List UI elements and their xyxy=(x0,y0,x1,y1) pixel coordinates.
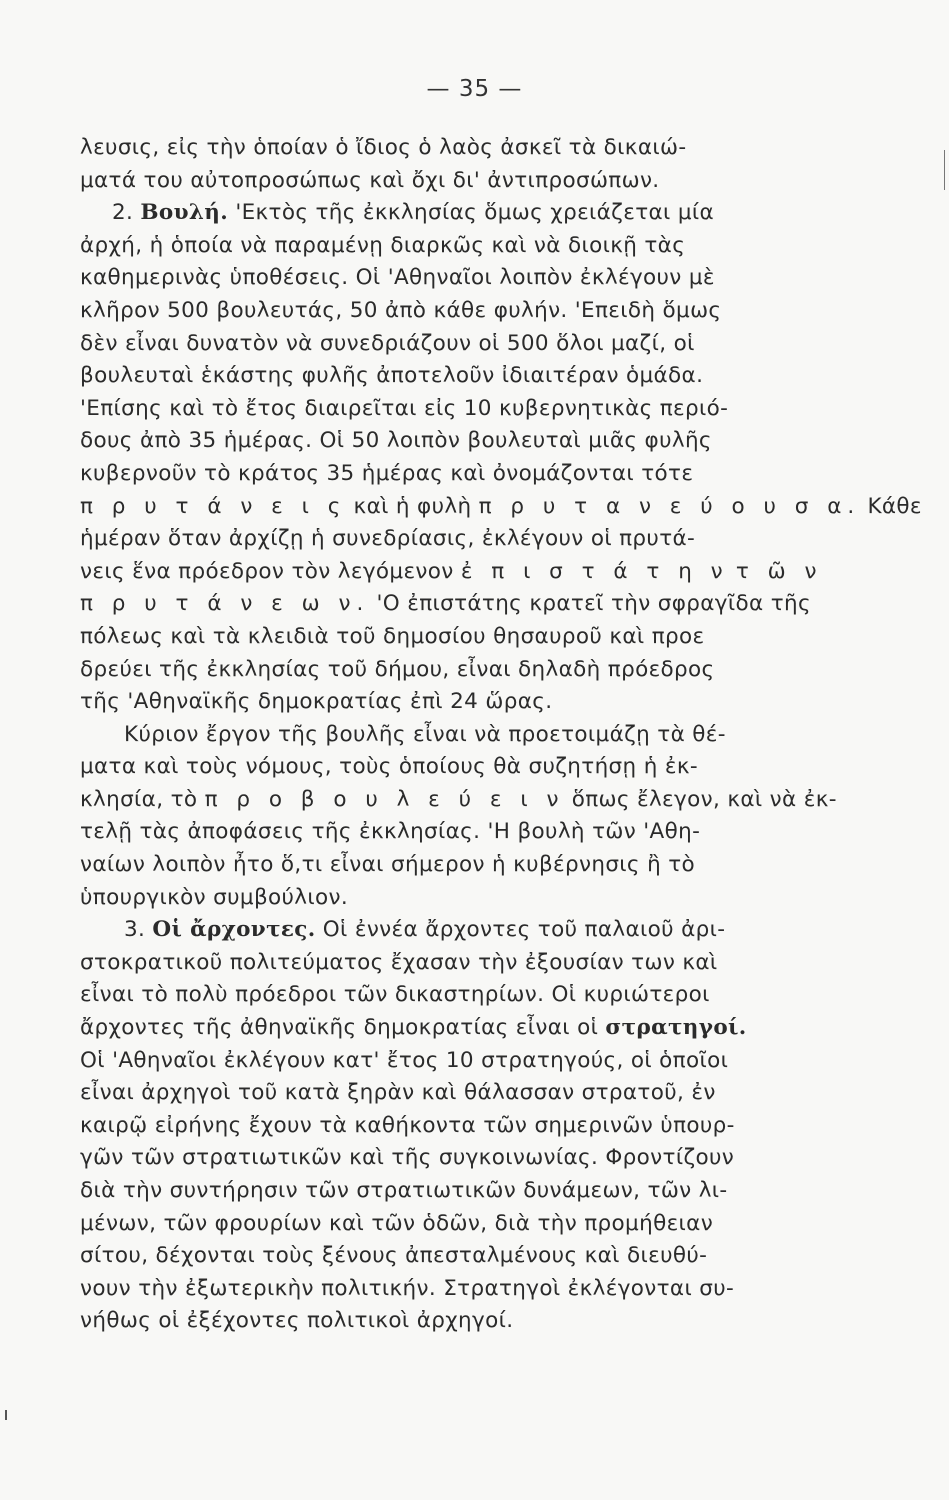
text-line-31: καιρῷ εἰρήνης ἔχουν τὰ καθήκοντα τῶν σημερινῶν ὑπουρ- xyxy=(80,1112,735,1138)
text-line-15-end: 'Ο ἐπιστάτης κρατεῖ τὴν σφραγῖδα τῆς xyxy=(376,591,811,617)
text-line-6: κλῆρον 500 βουλευτάς, 50 ἀπὸ κάθε φυλήν. 'Επειδὴ ὅμως xyxy=(80,297,722,323)
text-line-17: δρεύει τῆς ἐκκλησίας τοῦ δήμου, εἶναι δηλαδὴ πρόεδρος xyxy=(80,656,715,682)
text-line-29: Οἱ 'Αθηναῖοι ἐκλέγουν κατ' ἔτος 10 στρατηγούς, οἱ ὁποῖοι xyxy=(80,1047,729,1073)
section-3-heading: Οἱ ἄρχοντες. xyxy=(152,917,316,943)
text-line-23: ναίων λοιπὸν ἦτο ὅ,τι εἶναι σήμερον ἡ κυβέρνησις ἢ τὸ xyxy=(80,852,696,878)
text-line-4: ἀρχή, ἡ ὁποία νὰ παραμένῃ διαρκῶς καὶ νὰ διοικῇ τὰς xyxy=(80,232,686,258)
text-line-21 xyxy=(80,784,840,817)
text-line-28-start: ἄρχοντες τῆς ἀθηναϊκῆς δημοκρατίας εἶναι οἱ xyxy=(80,1015,599,1041)
text-line-30: εἶναι ἀρχηγοὶ τοῦ κατὰ ξηρὰν καὶ θάλασσαν στρατοῦ, ἐν xyxy=(80,1080,716,1106)
text-line-2: ματά του αὐτοπροσώπως καὶ ὄχι δι' ἀντιπροσώπων. xyxy=(80,167,660,193)
text-line-12-middle: καὶ ἡ φυλὴ xyxy=(353,493,472,519)
strategoi-term: στρατηγοί. xyxy=(605,1015,747,1041)
text-line-14-start: νεις ἕνα πρόεδρον τὸν λεγόμενον xyxy=(80,558,454,584)
section-3-first-line xyxy=(80,914,840,947)
text-line-32: γῶν τῶν στρατιωτικῶν καὶ τῆς συγκοινωνίας. Φροντίζουν xyxy=(80,1145,735,1171)
text-line-19: Κύριον ἔργον τῆς βουλῆς εἶναι νὰ προετοιμάζῃ τὰ θέ- xyxy=(124,721,726,747)
text-line-20: ματα καὶ τοὺς νόμους, τοὺς ὁποίους θὰ συζητήσῃ ἡ ἐκ- xyxy=(80,754,698,780)
text-line-22: τελῇ τὰς ἀποφάσεις τῆς ἐκκλησίας. 'Η βουλὴ τῶν 'Αθη- xyxy=(80,819,701,845)
text-line-28 xyxy=(80,1012,840,1045)
page-number: — 35 — xyxy=(426,76,523,102)
text-line-15 xyxy=(80,588,840,621)
text-line-34: μένων, τῶν φρουρίων καὶ τῶν ὁδῶν, διὰ τὴν προμήθειαν xyxy=(80,1210,714,1236)
text-line-37: νήθως οἱ ἐξέχοντες πολιτικοὶ ἀρχηγοί. xyxy=(80,1308,514,1334)
text-line-12 xyxy=(80,491,922,524)
text-line-7: δὲν εἶναι δυνατὸν νὰ συνεδριάζουν οἱ 500 ὅλοι μαζί, οἱ xyxy=(80,330,695,356)
text-line-24: ὑπουργικὸν συμβούλιον. xyxy=(80,884,349,910)
text-line-9: 'Επίσης καὶ τὸ ἔτος διαιρεῖται εἰς 10 κυβερνητικὰς περιό- xyxy=(80,395,729,421)
text-line-25: Οἱ ἐννέα ἄρχοντες τοῦ παλαιοῦ ἀρι- xyxy=(322,917,726,943)
text-line-35: σίτου, δέχονται τοὺς ξένους ἀπεσταλμένους καὶ διευθύ- xyxy=(80,1243,708,1269)
text-line-27: εἶναι τὸ πολὺ πρόεδροι τῶν δικαστηρίων. Οἱ κυριώτεροι xyxy=(80,982,710,1008)
text-line-26: στοκρατικοῦ πολιτεύματος ἔχασαν τὴν ἐξουσίαν των καὶ xyxy=(80,949,718,975)
text-line-3: 'Εκτὸς τῆς ἐκκλησίας ὅμως χρειάζεται μία xyxy=(235,200,715,226)
text-line-21-end: ὅπως ἔλεγον, καὶ νὰ ἐκ- xyxy=(571,786,837,812)
text-line-13: ἡμέραν ὅταν ἀρχίζῃ ἡ συνεδρίασις, ἐκλέγουν οἱ πρυτά- xyxy=(80,526,696,552)
ton-term: τ ῶ ν xyxy=(735,558,823,584)
text-line-1: λευσις, εἰς τὴν ὁποίαν ὁ ἴδιος ὁ λαὸς ἀσκεῖ τὰ δικαιώ- xyxy=(80,135,687,160)
text-line-33: διὰ τὴν συντήρησιν τῶν στρατιωτικῶν δυνάμεων, τῶν λι- xyxy=(80,1178,728,1203)
kathe-word: Κάθε xyxy=(867,493,922,519)
section-3-number: 3. xyxy=(124,917,146,943)
epistatin-term: ἐ π ι σ τ ά τ η ν xyxy=(460,558,729,584)
prytaneon-term: π ρ υ τ ά ν ε ω ν. xyxy=(80,591,370,617)
prytaneis-term: π ρ υ τ ά ν ε ι ς xyxy=(80,493,347,519)
text-line-11: κυβερνοῦν τὸ κράτος 35 ἡμέρας καὶ ὀνομάζονται τότε xyxy=(80,460,694,486)
text-line-18: τῆς 'Αθηναϊκῆς δημοκρατίας ἐπὶ 24 ὥρας. xyxy=(80,689,553,715)
section-2-number: 2. xyxy=(112,200,134,226)
probouleuein-term: π ρ ο β ο υ λ ε ύ ε ι ν xyxy=(204,786,565,812)
text-line-5: καθημερινὰς ὑποθέσεις. Οἱ 'Αθηναῖοι λοιπὸν ἐκλέγουν μὲ xyxy=(80,265,715,291)
text-line-10: δους ἀπὸ 35 ἡμέρας. Οἱ 50 λοιπὸν βουλευταὶ μιᾶς φυλῆς xyxy=(80,428,712,454)
text-line-21-start: κλησία, τὸ xyxy=(80,786,198,812)
body-text xyxy=(80,132,922,1338)
text-line-16: πόλεως καὶ τὰ κλειδιὰ τοῦ δημοσίου θησαυροῦ καὶ προε xyxy=(80,623,705,649)
text-line-36: νουν τὴν ἐξωτερικὴν πολιτικήν. Στρατηγοὶ ἐκλέγονται συ- xyxy=(80,1275,735,1301)
scan-margin-mark xyxy=(5,1410,7,1420)
scan-edge-mark xyxy=(944,150,945,190)
prytaneuousa-term: π ρ υ τ α ν ε ύ ο υ σ α. xyxy=(478,493,861,519)
text-line-8: βουλευταὶ ἑκάστης φυλῆς ἀποτελοῦν ἰδιαιτέραν ὁμάδα. xyxy=(80,363,704,389)
section-2-heading: Βουλή. xyxy=(140,200,229,226)
text-line-14 xyxy=(80,556,840,589)
section-2-first-line xyxy=(80,197,840,230)
